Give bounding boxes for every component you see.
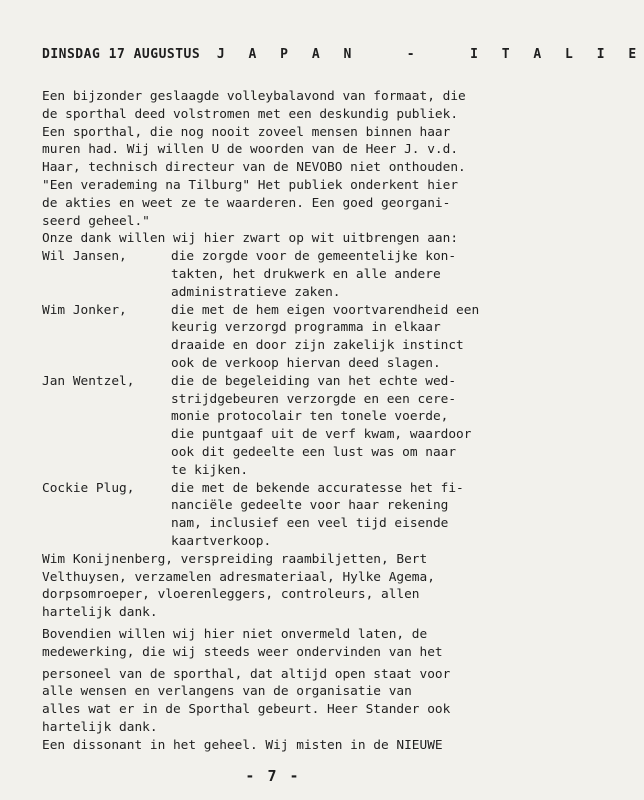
text-line: ook de verkoop hiervan deed slagen.: [171, 355, 441, 371]
text-line: nam, inclusief een veel tijd eisende: [171, 516, 449, 532]
text-line: Bovendien willen wij hier niet onvermeld laten, de: [42, 626, 428, 642]
text-line: "Een verademing na Tilburg" Het publiek onderkent hier: [42, 177, 459, 193]
text-line: ook dit gedeelte een lust was om naar: [171, 444, 457, 460]
text-line: Een dissonant in het geheel. Wij misten in de NIEUWE: [42, 737, 443, 753]
credit-entry: [42, 302, 522, 373]
credit-description: [171, 480, 522, 551]
text-line: de sporthal deed volstromen met een deskundig publiek.: [42, 106, 459, 122]
credit-description: [171, 248, 522, 301]
text-line: die de begeleiding van het echte wed-: [171, 373, 457, 389]
text-line: alle wensen en verlangens van de organisatie van: [42, 684, 412, 700]
text-line: draaide en door zijn zakelijk instinct: [171, 338, 464, 354]
text-line: die met de hem eigen voortvarendheid een: [171, 302, 480, 318]
text-line: strijdgebeuren verzorgde en een cere-: [171, 391, 457, 407]
text-line: die zorgde voor de gemeentelijke kon-: [171, 249, 457, 265]
credit-name: Wil Jansen,: [42, 249, 127, 265]
credit-name: Cockie Plug,: [42, 480, 135, 496]
text-line: hartelijk dank.: [42, 605, 158, 621]
header-date: DINSDAG 17 AUGUSTUS: [42, 47, 201, 62]
credits-list: [42, 248, 522, 551]
text-line: seerd geheel.": [42, 213, 150, 229]
text-line: administratieve zaken.: [171, 284, 341, 300]
thanks-paragraph: [42, 551, 522, 622]
text-line: alles wat er in de Sporthal gebeurt. Heer Stander ook: [42, 702, 451, 718]
text-line: de akties en weet ze te waarderen. Een goed georgani-: [42, 195, 451, 211]
credit-description: [171, 302, 522, 373]
credit-entry: [42, 480, 522, 551]
credit-name: Wim Jonker,: [42, 302, 127, 318]
text-line: Wim Konijnenberg, verspreiding raambiljetten, Bert: [42, 551, 428, 567]
text-line: personeel van de sporthal, dat altijd open staat voor: [42, 666, 451, 682]
text-line: te kijken.: [171, 462, 249, 478]
text-line: nanciële gedeelte voor haar rekening: [171, 498, 449, 514]
text-line: Een sporthal, die nog nooit zoveel mensen binnen haar: [42, 124, 451, 140]
page-header: [42, 47, 644, 62]
text-line: monie protocolair ten tonele voerde,: [171, 409, 449, 425]
text-line: die puntgaaf uit de verf kwam, waardoor: [171, 427, 472, 443]
page-number: - 7 -: [245, 767, 301, 785]
text-line: keurig verzorgd programma in elkaar: [171, 320, 441, 336]
text-line: takten, het drukwerk en alle andere: [171, 266, 441, 282]
text-line: kaartverkoop.: [171, 533, 272, 549]
text-line: muren had. Wij willen U de woorden van de Heer J. v.d.: [42, 142, 459, 158]
text-line: medewerking, die wij steeds weer ondervinden van het: [42, 644, 443, 660]
credit-entry: [42, 373, 522, 480]
text-line: Een bijzonder geslaagde volleybalavond van formaat, die: [42, 89, 466, 104]
text-line: die met de bekende accuratesse het fi-: [171, 480, 464, 496]
credit-description: [171, 373, 522, 480]
document-body: [42, 88, 522, 754]
credit-entry: [42, 248, 522, 301]
text-line: Velthuysen, verzamelen adresmateriaal, Hylke Agema,: [42, 569, 435, 585]
intro-paragraph: [42, 88, 522, 248]
text-line: Onze dank willen wij hier zwart op wit uitbrengen aan:: [42, 231, 459, 247]
text-line: Haar, technisch directeur van de NEVOBO niet onthouden.: [42, 160, 466, 176]
text-line: hartelijk dank.: [42, 719, 158, 735]
credit-name: Jan Wentzel,: [42, 373, 135, 389]
text-line: dorpsomroeper, vloerenleggers, controleurs, allen: [42, 587, 420, 603]
closing-paragraph: [42, 626, 522, 755]
header-match: J A P A N - I T A L I E: [216, 47, 644, 62]
